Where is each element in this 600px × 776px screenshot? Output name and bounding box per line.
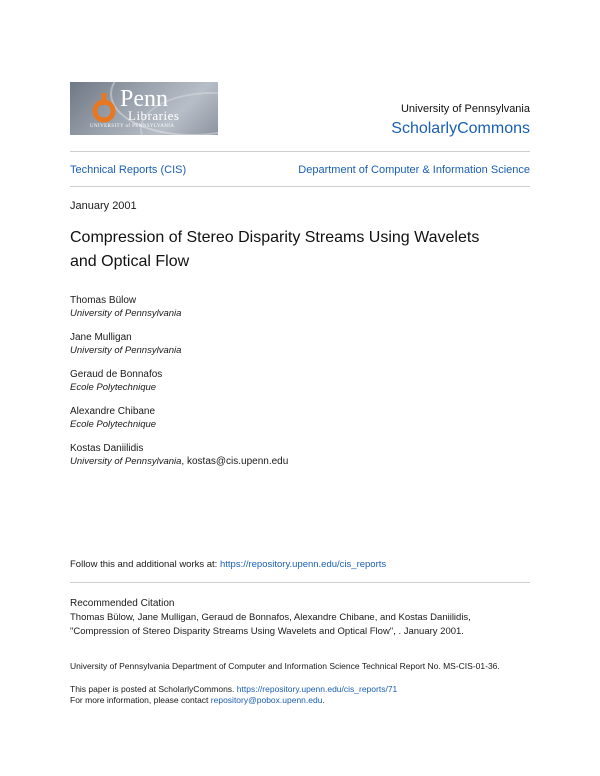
report-number: University of Pennsylvania Department of Computer and Information Science Technical Report No. MS-CIS-01-36. <box>70 661 500 671</box>
publication-date: January 2001 <box>70 200 137 212</box>
department-link[interactable]: Department of Computer & Information Science <box>298 164 530 176</box>
posted-text: This paper is posted at ScholarlyCommons. <box>70 684 237 694</box>
author-email: , kostas@cis.upenn.edu <box>181 456 289 467</box>
scholarlycommons-link[interactable]: ScholarlyCommons <box>391 120 530 137</box>
logo-libraries-text: Libraries <box>128 108 180 123</box>
author-name: Kostas Daniilidis <box>70 443 144 454</box>
author-name: Geraud de Bonnafos <box>70 369 163 380</box>
logo-university-text: UNIVERSITY of PENNSYLVANIA <box>90 124 175 129</box>
author-entry <box>70 368 288 394</box>
contact-email-link[interactable]: repository@pobox.upenn.edu <box>210 695 323 705</box>
posted-line <box>70 684 397 694</box>
author-name: Jane Mulligan <box>70 332 132 343</box>
posted-link[interactable]: https://repository.upenn.edu/cis_reports/71 <box>236 684 398 694</box>
follow-link[interactable]: https://repository.upenn.edu/cis_reports <box>219 559 387 570</box>
contact-line <box>70 695 325 705</box>
divider <box>70 582 530 583</box>
divider <box>70 186 530 187</box>
contact-text: For more information, please contact <box>70 695 211 705</box>
follow-text: Follow this and additional works at: <box>70 559 220 570</box>
author-affiliation-line <box>70 456 288 467</box>
author-affiliation: Ecole Polytechnique <box>70 419 157 430</box>
author-entry <box>70 405 288 431</box>
contact-end: . <box>322 695 325 705</box>
author-affiliation: University of Pennsylvania <box>70 308 182 319</box>
university-name: University of Pennsylvania <box>400 103 530 115</box>
author-affiliation: University of Pennsylvania <box>70 456 182 467</box>
logo-penn-text: Penn <box>120 86 168 112</box>
author-affiliation: University of Pennsylvania <box>70 345 182 356</box>
citation-line: "Compression of Stereo Disparity Streams Using Wavelets and Optical Flow", . January 2001. <box>70 626 464 637</box>
author-entry <box>70 442 288 468</box>
follow-line <box>70 559 386 570</box>
citation-heading: Recommended Citation <box>70 598 175 609</box>
divider <box>70 151 530 152</box>
penn-libraries-logo[interactable] <box>70 82 218 135</box>
author-list <box>70 294 288 479</box>
author-name: Alexandre Chibane <box>70 406 156 417</box>
author-affiliation: Ecole Polytechnique <box>70 382 157 393</box>
author-name: Thomas Bülow <box>70 295 137 306</box>
collection-link[interactable]: Technical Reports (CIS) <box>70 164 187 176</box>
author-entry <box>70 331 288 357</box>
paper-title: Compression of Stereo Disparity Streams Using Wavelets and Optical Flow <box>70 229 480 270</box>
citation-line: Thomas Bülow, Jane Mulligan, Geraud de Bonnafos, Alexandre Chibane, and Kostas Daniilidis, <box>70 612 471 623</box>
penn-libraries-mark-icon <box>92 91 116 127</box>
citation-body <box>70 611 540 639</box>
author-entry <box>70 294 288 320</box>
